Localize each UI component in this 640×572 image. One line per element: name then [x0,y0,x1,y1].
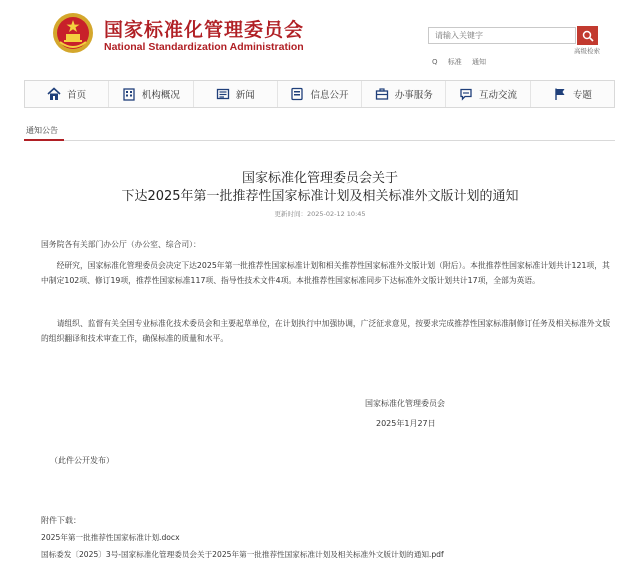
nav-label: 信息公开 [310,90,349,101]
search-button[interactable] [577,26,598,45]
flag-icon [553,87,567,101]
signature-date: 2025年1月27日 [376,419,436,428]
attachment-link[interactable]: 2025年第一批推荐性国家标准计划.docx [41,533,180,542]
article-paragraph: 经研究，国家标准化管理委员会决定下达2025年第一批推荐性国家标准计划和相关推荐性国家标准外文版计划（附后）。本批推荐性国家标准计划共计121项，其中制定102项、修订19项，推荐性国家标准117项、指导性技术文件4项。本批推荐性国家标准同步下达标准外文版计划共计17项，全部为英语。 [41,261,610,286]
chat-icon [459,87,473,101]
hot-word[interactable]: 标准 [447,58,462,66]
national-emblem-icon [52,12,94,54]
article-date: 更新时间：2025-02-12 10:45 [274,210,366,218]
article-addressee: 国务院各有关部门办公厅（办公室、综合司）： [41,240,201,249]
home-icon [47,87,61,101]
nav-item-services[interactable] [362,81,446,107]
nav-label: 办事服务 [394,90,433,101]
news-icon [216,87,230,101]
signature-organization: 国家标准化管理委员会 [365,399,445,408]
nav-label: 互动交流 [479,90,518,101]
nav-label: 专题 [572,90,592,101]
nav-item-interaction[interactable] [446,81,530,107]
main-nav [24,80,615,108]
breadcrumb-accent [24,139,64,141]
article-title-line2: 下达2025年第一批推荐性国家标准计划及相关标准外文版计划的通知 [121,189,519,204]
breadcrumb[interactable]: 通知公告 [26,126,58,135]
search-input[interactable] [428,27,576,44]
advanced-search-link[interactable]: 高级检索 [574,47,600,55]
info-icon [290,87,304,101]
nav-item-home[interactable] [25,81,109,107]
site-header [0,0,640,76]
nav-item-topics[interactable] [531,81,614,107]
article-paragraph: 请组织、监督有关全国专业标准化技术委员会和主要起草单位，在计划执行中加强协调，广泛征求意见，按要求完成推荐性国家标准制修订任务及相关标准外文版的组织翻译和技术审查工作，确保标准的质量和水平。 [41,319,611,344]
nav-label: 首页 [67,90,87,101]
nav-item-news[interactable] [194,81,278,107]
breadcrumb-divider [24,140,615,141]
service-icon [375,87,389,101]
attachments-title: 附件下载： [41,516,81,525]
search-icon [582,30,594,42]
hot-word[interactable]: Q [432,58,438,66]
building-icon [122,87,136,101]
nav-item-about[interactable] [109,81,193,107]
publish-note: （此件公开发布） [50,456,114,465]
attachment-link[interactable]: 国标委发〔2025〕3号-国家标准化管理委员会关于2025年第一批推荐性国家标准计划及相关标准外文版计划的通知.pdf [41,550,444,559]
nav-item-info-disclosure[interactable] [278,81,362,107]
site-title-cn[interactable]: 国家标准化管理委员会 [104,20,305,41]
site-title-en[interactable]: National Standardization Administration [104,41,304,53]
nav-label: 新闻 [235,90,255,101]
nav-label: 机构概况 [141,90,180,101]
article-title-line1: 国家标准化管理委员会关于 [241,171,398,186]
hot-word[interactable]: 通知 [471,58,486,66]
hot-words [432,57,494,67]
